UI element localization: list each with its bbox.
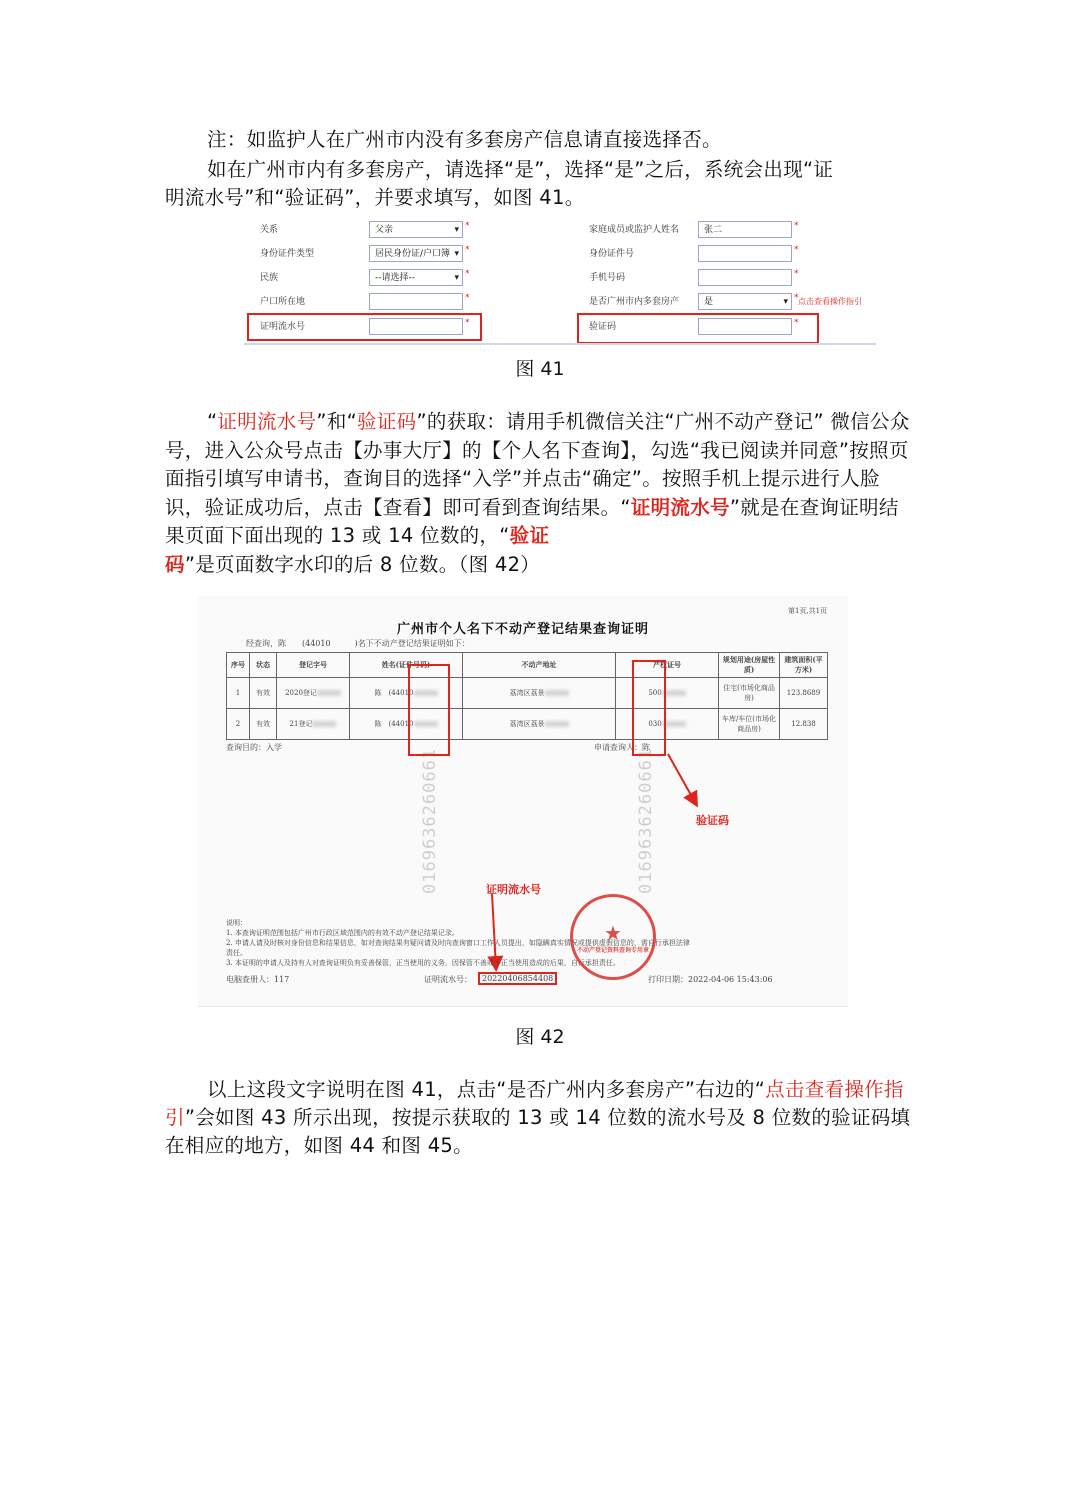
id-type-select[interactable]: 居民身份证/户口簿 ▾	[369, 245, 463, 262]
table-cell: 2	[227, 709, 250, 740]
multi-property-select[interactable]: 是 ▾	[698, 293, 792, 310]
quote-mark: “	[207, 410, 218, 433]
cell-text: 荔湾区荔景	[509, 689, 545, 697]
query-purpose: 查询目的：入学	[226, 743, 282, 752]
header-cell: 产权证号	[616, 653, 719, 678]
intro-paragraph	[165, 156, 917, 212]
table-cell: 有效	[250, 678, 277, 709]
hukou-input[interactable]	[369, 293, 463, 310]
required-star: *	[794, 269, 799, 279]
multi-property-label: 是否广州市内多套房产	[589, 297, 680, 307]
text-fragment: ”就是在查询证明结果页面下面出现的 13 或 14 位数的，	[165, 495, 899, 548]
arrow-to-serial	[492, 894, 496, 968]
figure-41-form	[244, 212, 876, 346]
id-type-label: 身份证件类型	[260, 249, 315, 259]
verify-code-annotation: 验证码	[696, 814, 729, 827]
header-cell: 不动产地址	[463, 653, 616, 678]
ethnicity-select[interactable]: --请选择-- ▾	[369, 269, 463, 286]
header-cell: 状态	[250, 653, 277, 678]
watermark-number: 0169636260661	[636, 747, 656, 894]
seal-star-icon: ★	[604, 921, 622, 945]
table-cell: 123.8689	[780, 678, 828, 709]
table-cell: 1	[227, 678, 250, 709]
operation-guide-link[interactable]: 点击查看操作指引	[798, 297, 862, 306]
serial-no-label-cert: 证明流水号：	[424, 975, 472, 984]
verify-code-label: 验证码	[589, 322, 617, 332]
figure-42-caption: 图 42	[515, 1026, 565, 1048]
text-fragment: ”会如图 43 所示出现，按提示获取的 13 或 14 位数的流水号及 8 位数的验证码填在相应的地方，如图 44 和图 45。	[165, 1106, 911, 1157]
header-cell: 建筑面积(平方米)	[780, 653, 828, 678]
note-line: 说明：	[226, 919, 247, 927]
page-number: 第1页,共1页	[788, 607, 828, 615]
note-line: 3. 本证明的申请人及持有人对查询证明负有妥善保管、正当使用的义务，因保管不善或不正当使用造成的后果，自行承担责任。	[226, 959, 620, 967]
text-fragment: ”是页面数字水印的后 8 位数。（图 42）	[184, 552, 541, 576]
cell-text: 500	[648, 689, 662, 697]
cell-text: 2020登记	[285, 689, 317, 697]
text-fragment: ”的获取：请用手机微信关注“广州不动产登记” 微信公众号，进入公众号点击【办事大厅】的【个人名下查询】，勾选“我已阅读并同意”按照页面指引填写申请书，查询目的选择“入学”并点击“确定”。按照手机上提示进行人脸识，验证成功后，点击【查看】即可看到查询结果。	[165, 410, 910, 519]
required-star: *	[465, 245, 470, 255]
official-seal	[570, 894, 656, 980]
text-fragment: ”和“	[316, 410, 358, 433]
cell-text: 陈 (44010	[374, 720, 414, 728]
verify-code-term: 验证码	[357, 410, 417, 433]
required-star: *	[465, 293, 470, 303]
required-star: *	[465, 318, 470, 328]
relation-label: 关系	[260, 225, 279, 235]
guardian-name-label: 家庭成员或监护人姓名	[589, 225, 680, 235]
figure-42-certificate	[198, 596, 848, 1007]
required-star: *	[465, 269, 470, 279]
serial-no-term-bold: 证明流水号	[630, 495, 730, 519]
note-line: 2. 申请人请及时核对身份信息和结果信息，如对查询结果有疑问请及时向查询窗口工作人员提出，如隐瞒真实情况或提供虚假信息的，需自行承担法律	[226, 939, 690, 947]
serial-no-annotation: 证明流水号	[486, 883, 541, 896]
intro-line-1: 如在广州市内有多套房产，请选择“是”，选择“是”之后，系统会出现“证	[207, 158, 834, 181]
cell-text: 陈 (44010	[374, 689, 414, 697]
cell-text: 21登记	[289, 720, 313, 728]
printer-id: 电脑查册人：117	[226, 975, 290, 984]
table-cell: 有效	[250, 709, 277, 740]
text-fragment: 以上这段文字说明在图 41，点击“是否广州内多套房产”右边的“	[207, 1078, 766, 1101]
verify-code-term-bold: 验证码	[165, 524, 550, 576]
applicant: 申请查询人：陈	[594, 743, 650, 752]
table-cell: 住宅(市场化商品房)	[719, 678, 780, 709]
quote-mark: “	[620, 495, 631, 519]
certificate-title: 广州市个人名下不动产登记结果查询证明	[396, 622, 649, 637]
header-cell: 规划用途(房屋性质)	[719, 653, 780, 678]
ethnicity-label: 民族	[260, 273, 279, 283]
id-number-input[interactable]	[698, 245, 792, 262]
header-cell: 姓名(证件号码)	[350, 653, 463, 678]
quote-mark: “	[499, 524, 510, 548]
figure-41-caption: 图 41	[515, 358, 565, 380]
seal-text: 不动产登记资料查询专用章	[576, 947, 649, 954]
explain-paragraph	[165, 408, 917, 580]
verify-code-highlight-box	[577, 313, 819, 344]
form-bottom-border	[244, 343, 876, 345]
table-cell: 车库/车位(市场化商品房)	[719, 709, 780, 740]
note-line: 责任。	[226, 949, 247, 957]
id-number-label: 身份证件号	[589, 249, 635, 259]
cell-text: 030	[648, 720, 662, 728]
serial-no-highlight-box	[247, 313, 482, 341]
header-cell: 序号	[227, 653, 250, 678]
arrow-to-watermark	[668, 754, 696, 804]
cell-text: 荔湾区荔景	[509, 720, 545, 728]
phone-input[interactable]	[698, 269, 792, 286]
guide-link-text: 点击查看操作指引	[165, 1078, 904, 1129]
phone-label: 手机号码	[589, 273, 626, 283]
closing-paragraph	[165, 1076, 917, 1160]
required-star: *	[794, 318, 799, 328]
certificate-intro: 经查询，陈 (44010 )名下不动产登记结果证明如下：	[246, 639, 470, 648]
hukou-label: 户口所在地	[260, 297, 306, 307]
required-star: *	[794, 221, 799, 231]
print-date: 打印日期：2022-04-06 15:43:06	[648, 975, 773, 984]
table-cell: 12.838	[780, 709, 828, 740]
relation-select[interactable]: 父亲 ▾	[369, 221, 463, 238]
required-star: *	[794, 293, 799, 303]
serial-no-value: 20220406854408	[478, 972, 557, 985]
intro-line-2: 明流水号”和“验证码”，并要求填写，如图 41。	[165, 186, 585, 209]
watermark-number: 0169636260661	[420, 747, 440, 894]
required-star: *	[465, 221, 470, 231]
required-star: *	[794, 245, 799, 255]
note-line: 1. 本查询证明范围包括广州市行政区域范围内的有效不动产登记结果记录。	[226, 929, 459, 937]
guardian-name-input[interactable]: 张二	[698, 221, 792, 238]
serial-no-term: 证明流水号	[217, 410, 317, 433]
serial-no-label: 证明流水号	[260, 322, 306, 332]
header-cell: 登记字号	[277, 653, 350, 678]
note-paragraph: 注：如监护人在广州市内没有多套房产信息请直接选择否。	[207, 128, 722, 151]
